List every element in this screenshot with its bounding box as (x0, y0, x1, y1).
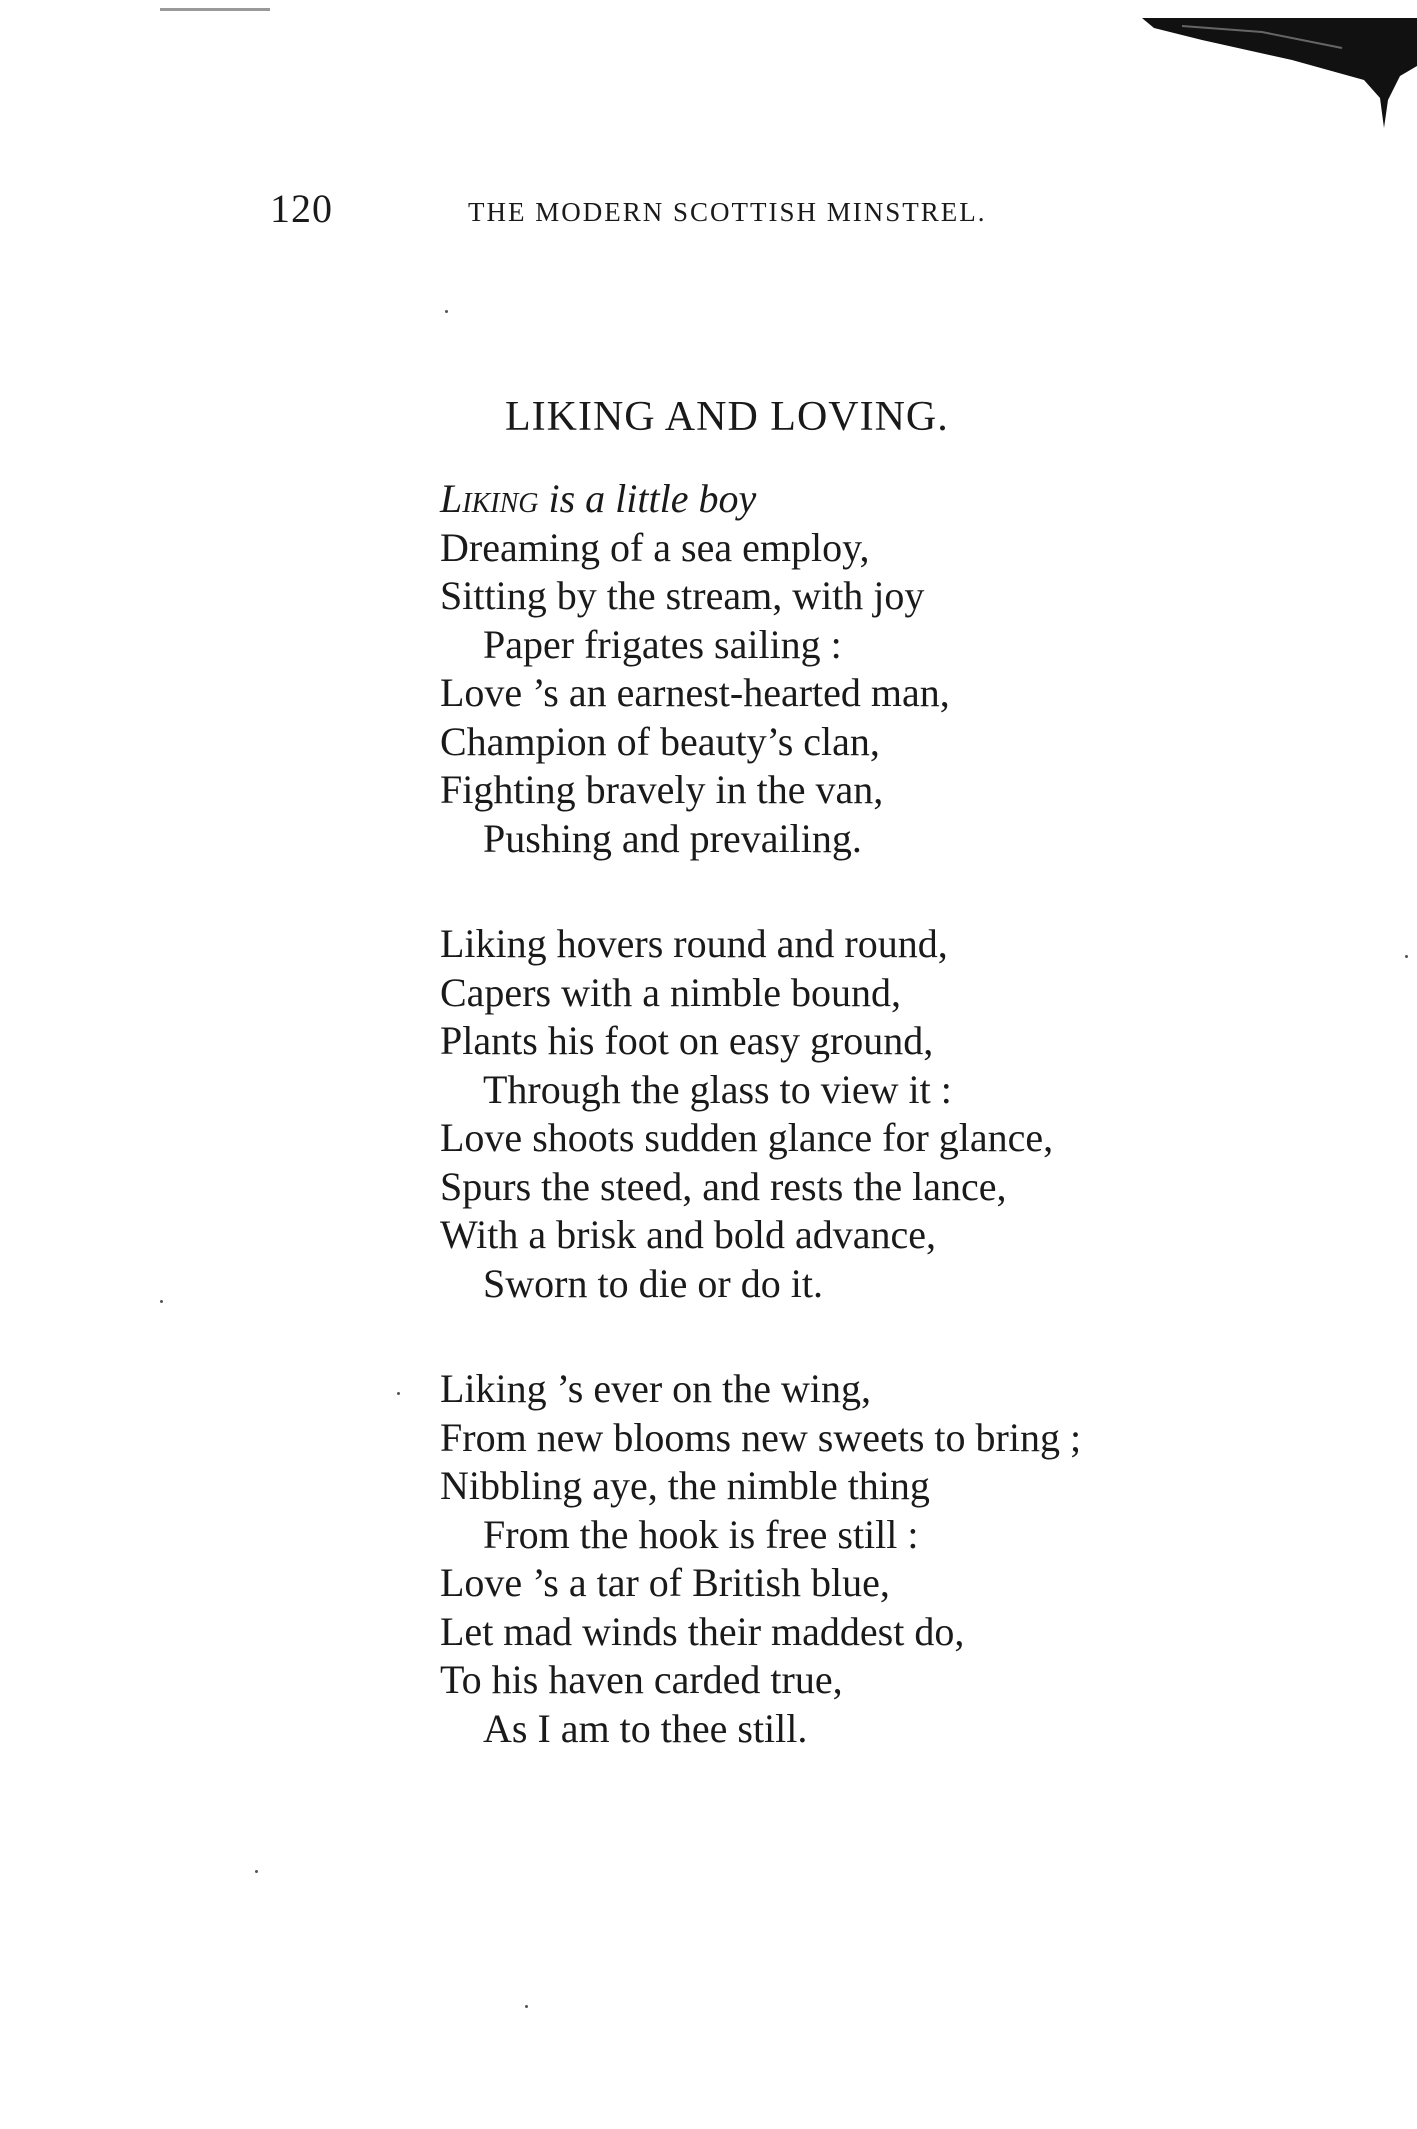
poem-line: From the hook is free still : (483, 1511, 919, 1557)
poem-line: Nibbling aye, the nimble thing (440, 1463, 930, 1508)
poem-line: Liking hovers round and round, (440, 921, 948, 966)
scan-speck (255, 1870, 258, 1873)
scan-edge-mark (160, 8, 270, 11)
poem-line: From new blooms new sweets to bring ; (440, 1414, 1082, 1460)
running-head (270, 185, 1100, 235)
poem-line: Let mad winds their maddest do, (440, 1608, 965, 1654)
scan-speck (397, 1392, 400, 1395)
poem-line: Fighting bravely in the van, (440, 767, 884, 812)
poem-line: With a brisk and bold advance, (440, 1212, 937, 1257)
poem-line: Spurs the steed, and rests the lance, (440, 1163, 1007, 1209)
scan-speck (160, 1300, 163, 1303)
poem-line: Pushing and prevailing. (483, 815, 862, 861)
drop-word: Liking (440, 476, 539, 521)
poem-line: Love ’s a tar of British blue, (440, 1560, 890, 1605)
poem-line: Capers with a nimble bound, (440, 969, 902, 1015)
poem-line: Champion of beauty’s clan, (440, 718, 880, 764)
poem-line: Paper frigates sailing : (483, 621, 842, 667)
poem-line (440, 475, 1200, 524)
poem-line: Liking ’s ever on the wing, (440, 1366, 872, 1411)
poem-line: As I am to thee still. (483, 1705, 808, 1751)
page-number: 120 (270, 186, 333, 231)
scan-speck (525, 2005, 528, 2008)
first-line-rest: is a little boy (538, 476, 757, 521)
scan-speck (1405, 955, 1408, 958)
poem-line: Sitting by the stream, with joy (440, 573, 925, 618)
running-title: THE MODERN SCOTTISH MINSTREL. (468, 197, 987, 227)
scan-speck (445, 310, 448, 313)
poem-line: Love ’s an earnest-hearted man, (440, 670, 950, 715)
poem-line: Through the glass to view it : (483, 1066, 952, 1112)
poem-line: Love shoots sudden glance for glance, (440, 1115, 1054, 1160)
poem-title: LIKING AND LOVING. (505, 394, 949, 440)
poem-line: To his haven carded true, (440, 1657, 843, 1702)
poem-line: Plants his foot on easy ground, (440, 1018, 934, 1063)
stanza (440, 475, 1200, 863)
stanza (440, 920, 1200, 1308)
torn-corner-mark (1142, 18, 1417, 128)
poem-line: Sworn to die or do it. (483, 1260, 823, 1306)
poem-line: Dreaming of a sea employ, (440, 524, 870, 570)
stanza (440, 1365, 1200, 1753)
